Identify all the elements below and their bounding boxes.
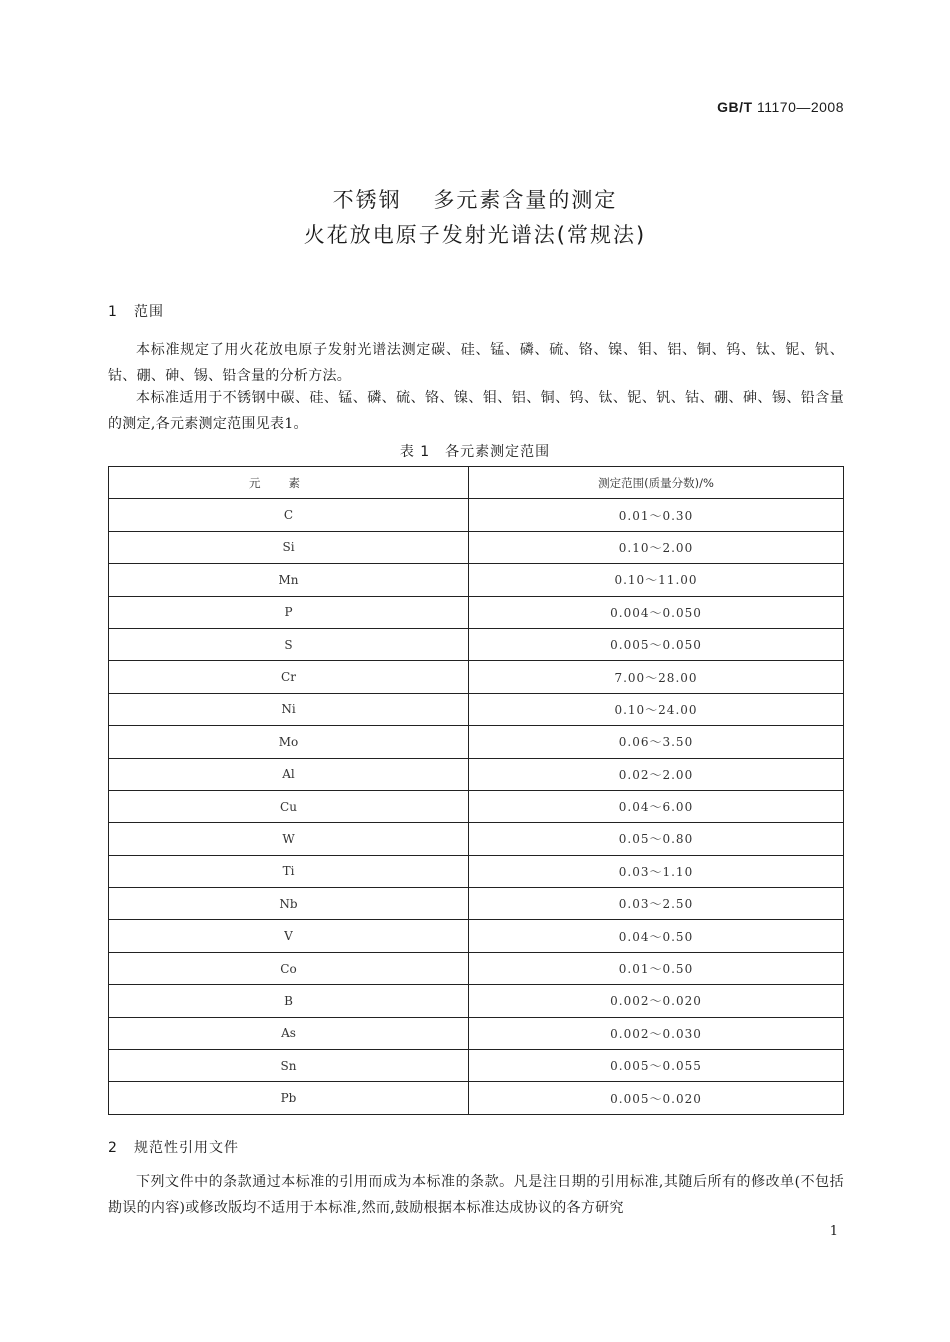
- section1-paragraph1: 本标准规定了用火花放电原子发射光谱法测定碳、硅、锰、磷、硫、铬、镍、钼、铝、铜、钨、钛、铌、钒、钴、硼、砷、锡、铅含量的分析方法。: [108, 342, 844, 384]
- element-symbol: Sn: [109, 1050, 469, 1082]
- table-row: [109, 1050, 844, 1082]
- table-row: [109, 790, 844, 822]
- element-range-table: [108, 466, 844, 1115]
- measurement-range: 7.00～28.00: [469, 661, 844, 693]
- section2-paragraph1: 下列文件中的条款通过本标准的引用而成为本标准的条款。凡是注日期的引用标准,其随后所有的修改单(不包括勘误的内容)或修改版均不适用于本标准,然而,鼓励根据本标准达成协议的各方研究: [108, 1174, 844, 1216]
- document-title-line2: 火花放电原子发射光谱法(常规法): [303, 223, 647, 247]
- measurement-range: 0.04～0.50: [469, 920, 844, 952]
- element-symbol: Mo: [109, 726, 469, 758]
- column-header-element: 元素: [109, 467, 469, 499]
- standard-prefix: GB/T: [717, 99, 753, 115]
- measurement-range: 0.01～0.50: [469, 952, 844, 984]
- table-row: [109, 920, 844, 952]
- measurement-range: 0.03～2.50: [469, 888, 844, 920]
- table-row: [109, 628, 844, 660]
- standard-code: 11170—2008: [757, 99, 844, 115]
- element-symbol: S: [109, 628, 469, 660]
- document-title-line1: 不锈钢 多元素含量的测定: [332, 188, 618, 212]
- section1-heading: [108, 301, 164, 321]
- element-symbol: Al: [109, 758, 469, 790]
- element-symbol: Cr: [109, 661, 469, 693]
- element-symbol: Mn: [109, 564, 469, 596]
- element-symbol: W: [109, 823, 469, 855]
- column-header-range: 测定范围(质量分数)/%: [469, 467, 844, 499]
- section1-title: 范围: [134, 304, 164, 320]
- measurement-range: 0.002～0.030: [469, 1017, 844, 1049]
- section1-number: 1: [108, 304, 118, 320]
- table-row: [109, 888, 844, 920]
- table-row: [109, 1017, 844, 1049]
- table-row: [109, 1082, 844, 1114]
- section1-paragraph2: 本标准适用于不锈钢中碳、硅、锰、磷、硫、铬、镍、钼、铝、铜、钨、钛、铌、钒、钴、硼、砷、锡、铅含量的测定,各元素测定范围见表1。: [108, 390, 844, 432]
- measurement-range: 0.03～1.10: [469, 855, 844, 887]
- table-row: [109, 823, 844, 855]
- measurement-range: 0.005～0.055: [469, 1050, 844, 1082]
- measurement-range: 0.01～0.30: [469, 499, 844, 531]
- table-row: [109, 985, 844, 1017]
- element-symbol: Ni: [109, 693, 469, 725]
- table1-caption: 表 1 各元素测定范围: [399, 444, 551, 460]
- page-number: 1: [829, 1224, 838, 1239]
- measurement-range: 0.10～11.00: [469, 564, 844, 596]
- element-symbol: Si: [109, 531, 469, 563]
- table-row: [109, 661, 844, 693]
- table-row: [109, 726, 844, 758]
- section2-title: 规范性引用文件: [134, 1140, 239, 1156]
- table-header-row: [109, 467, 844, 499]
- table-row: [109, 952, 844, 984]
- measurement-range: 0.05～0.80: [469, 823, 844, 855]
- table-row: [109, 564, 844, 596]
- element-symbol: Pb: [109, 1082, 469, 1114]
- element-symbol: Cu: [109, 790, 469, 822]
- element-symbol: C: [109, 499, 469, 531]
- section2-number: 2: [108, 1140, 118, 1156]
- measurement-range: 0.004～0.050: [469, 596, 844, 628]
- standard-number: [717, 99, 844, 115]
- table-row: [109, 531, 844, 563]
- measurement-range: 0.02～2.00: [469, 758, 844, 790]
- measurement-range: 0.10～24.00: [469, 693, 844, 725]
- table-row: [109, 499, 844, 531]
- element-symbol: Nb: [109, 888, 469, 920]
- element-symbol: B: [109, 985, 469, 1017]
- element-symbol: Co: [109, 952, 469, 984]
- measurement-range: 0.04～6.00: [469, 790, 844, 822]
- measurement-range: 0.10～2.00: [469, 531, 844, 563]
- element-symbol: P: [109, 596, 469, 628]
- measurement-range: 0.005～0.050: [469, 628, 844, 660]
- element-symbol: V: [109, 920, 469, 952]
- measurement-range: 0.06～3.50: [469, 726, 844, 758]
- element-symbol: As: [109, 1017, 469, 1049]
- table-row: [109, 693, 844, 725]
- table-row: [109, 596, 844, 628]
- table-row: [109, 758, 844, 790]
- section2-heading: [108, 1137, 239, 1157]
- table-row: [109, 855, 844, 887]
- measurement-range: 0.005～0.020: [469, 1082, 844, 1114]
- element-symbol: Ti: [109, 855, 469, 887]
- measurement-range: 0.002～0.020: [469, 985, 844, 1017]
